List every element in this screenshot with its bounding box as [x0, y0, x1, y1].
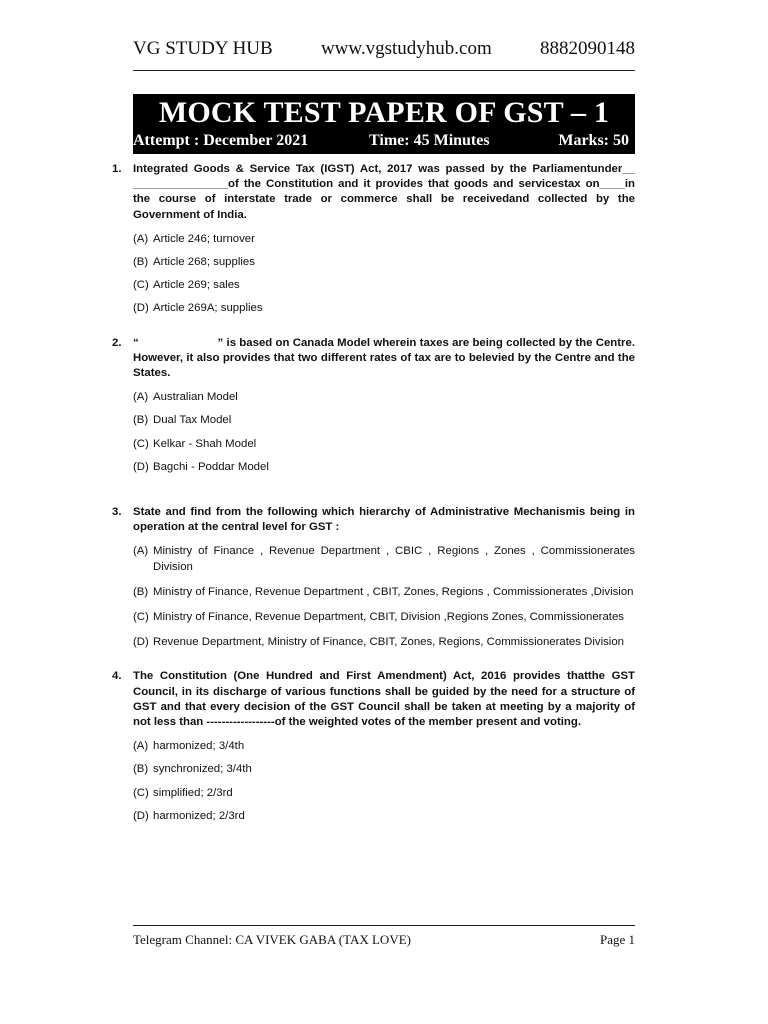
question-number: 4. — [112, 670, 122, 683]
option-c — [133, 437, 635, 452]
option-label: (B) — [133, 763, 149, 776]
option-text: synchronized; 3/4th — [153, 763, 252, 776]
header-rule — [133, 70, 635, 71]
question-text: Integrated Goods & Service Tax (IGST) Act, 2017 was passed by the Parliamentunder__ _______________of the Constitution and it provides that goods and servicestax on____in the course of interstate trade or commerce shall be receivedand collected by the Government of India. — [133, 163, 635, 221]
option-a — [133, 390, 635, 405]
option-label: (A) — [133, 545, 149, 558]
option-label: (B) — [133, 256, 149, 269]
option-a — [133, 544, 635, 574]
options-list — [133, 390, 635, 475]
question-2 — [112, 336, 639, 475]
question-text: “ ” is based on Canada Model wherein taxes are being collected by the Centre. However, it also provides that two different rates of tax are to belevied by the Centre and the States. — [133, 336, 639, 380]
marks-label: Marks: 50 — [558, 132, 629, 149]
option-b — [133, 762, 635, 777]
option-text: harmonized; 3/4th — [153, 740, 245, 753]
option-label: (C) — [133, 279, 149, 292]
option-label: (C) — [133, 611, 149, 624]
option-b — [133, 255, 635, 270]
question-text: State and find from the following which hierarchy of Administrative Mechanismis being in operation at the central level for GST : — [133, 506, 635, 534]
option-text: Revenue Department, Ministry of Finance, CBIT, Zones, Regions, Commissionerates Division — [153, 636, 624, 649]
option-c — [133, 278, 635, 293]
option-text: harmonized; 2/3rd — [153, 809, 245, 822]
footer-channel: Telegram Channel: CA VIVEK GABA (TAX LOVE) — [133, 932, 411, 947]
option-text: Australian Model — [153, 391, 238, 404]
option-text: Ministry of Finance, Revenue Department , CBIT, Zones, Regions , Commissionerates ,Division — [153, 585, 634, 598]
option-a — [133, 739, 635, 754]
option-label: (A) — [133, 740, 149, 753]
option-text: Article 246; turnover — [153, 232, 255, 245]
question-text: The Constitution (One Hundred and First Amendment) Act, 2016 provides thatthe GST Council, in its discharge of various functions shall be guided by the need for a structure of GST and that every decision of the GST Council shall be taken at meeting by a majority of not less than ------------------of the weighted votes of the member present and voting. — [133, 670, 635, 729]
option-d — [133, 809, 635, 824]
page-number: Page 1 — [599, 932, 635, 947]
option-c — [133, 786, 635, 801]
option-text: Bagchi - Poddar Model — [153, 460, 269, 473]
attempt-label: Attempt : December 2021 — [133, 132, 309, 149]
option-label: (D) — [133, 636, 149, 649]
page-header — [133, 38, 635, 60]
option-label: (D) — [133, 302, 149, 315]
option-label: (D) — [133, 460, 149, 473]
option-text: Ministry of Finance , Revenue Department , CBIC , Regions , Zones , Commissionerates Division — [153, 545, 635, 573]
option-label: (B) — [133, 585, 149, 598]
option-label: (A) — [133, 232, 149, 245]
option-d — [133, 301, 635, 316]
title-banner — [133, 94, 635, 154]
question-3 — [112, 505, 635, 650]
paper-title: MOCK TEST PAPER OF GST – 1 — [158, 96, 610, 129]
question-1 — [112, 162, 635, 317]
questions-list — [112, 162, 639, 840]
options-list — [133, 232, 635, 317]
option-b — [133, 585, 635, 600]
options-list — [133, 739, 635, 824]
option-text: Article 268; supplies — [153, 256, 255, 269]
header-website: www.vgstudyhub.com — [320, 38, 492, 59]
question-4 — [112, 669, 635, 824]
time-label: Time: 45 Minutes — [369, 132, 490, 149]
option-c — [133, 610, 635, 625]
option-text: Kelkar - Shah Model — [153, 437, 257, 450]
header-brand: VG STUDY HUB — [133, 38, 273, 59]
question-number: 3. — [112, 506, 122, 519]
option-a — [133, 232, 635, 247]
option-text: Dual Tax Model — [153, 414, 232, 427]
page-footer — [133, 932, 635, 948]
options-list — [133, 544, 635, 650]
option-label: (D) — [133, 809, 149, 822]
option-d — [133, 635, 635, 650]
option-label: (C) — [133, 437, 149, 450]
option-label: (B) — [133, 414, 149, 427]
footer-rule — [133, 925, 635, 926]
question-number: 1. — [112, 163, 122, 175]
option-text: Article 269; sales — [153, 279, 240, 292]
option-text: simplified; 2/3rd — [153, 786, 233, 799]
option-b — [133, 413, 635, 428]
option-text: Ministry of Finance, Revenue Department, CBIT, Division ,Regions Zones, Commissionerates — [153, 611, 624, 624]
option-d — [133, 460, 635, 475]
option-text: Article 269A; supplies — [153, 302, 263, 315]
option-label: (C) — [133, 786, 149, 799]
header-phone: 8882090148 — [540, 38, 635, 59]
question-number: 2. — [112, 336, 122, 349]
option-label: (A) — [133, 391, 149, 404]
